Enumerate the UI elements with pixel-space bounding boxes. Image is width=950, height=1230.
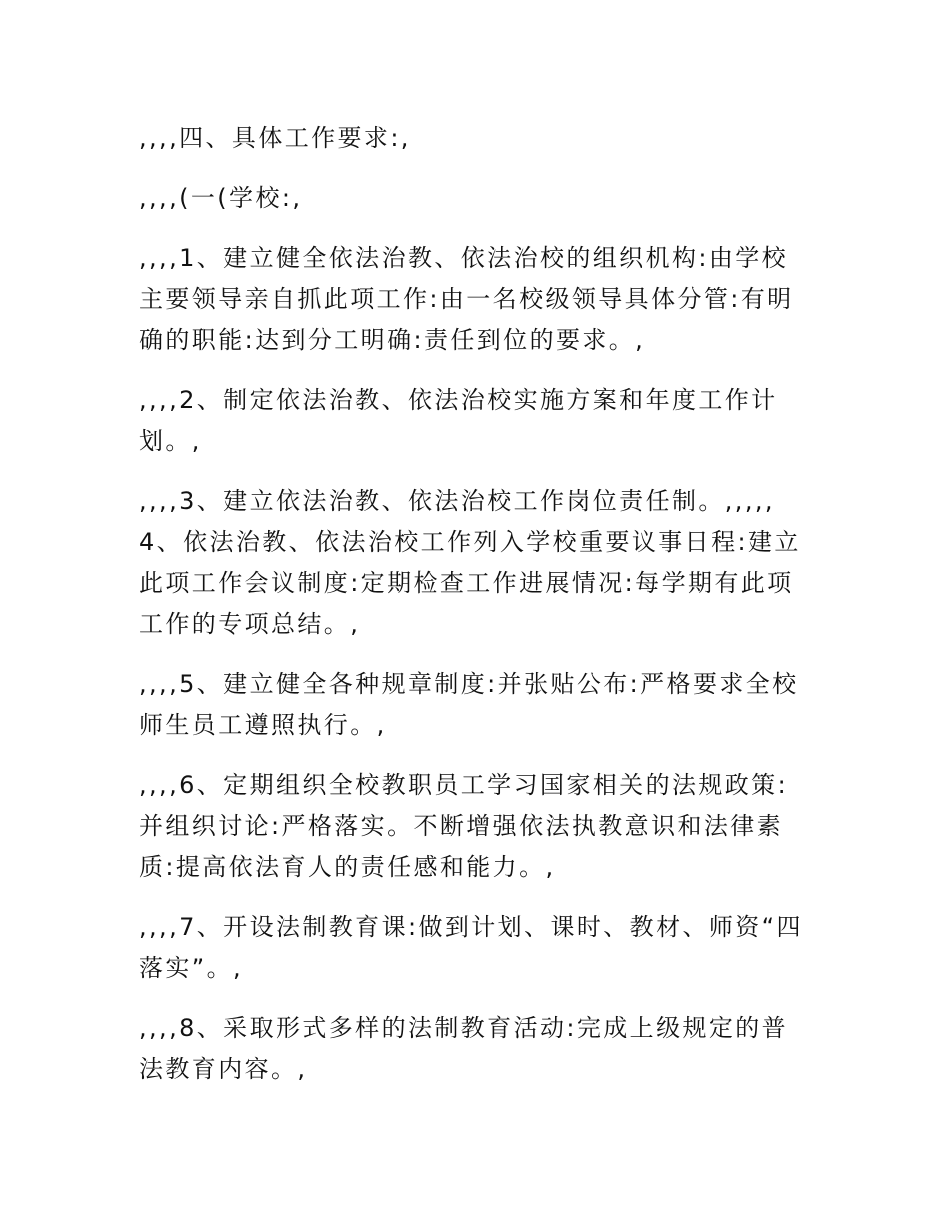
subsection-heading: ,,,,(一(学校:, <box>139 184 303 212</box>
paragraph-item-3-4: ,,,,3、建立依法治教、依法治校工作岗位责任制。,,,,,4、依法治教、依法治校工作列入学校重要议事日程:建立此项工作会议制度:定期检查工作进展情况:每学期有此项工作的专项总结。, <box>139 487 801 638</box>
paragraph-item-5: ,,,,5、建立健全各种规章制度:并张贴公布:严格要求全校师生员工遵照执行。, <box>139 670 799 739</box>
paragraph-item-8: ,,,,8、采取形式多样的法制教育活动:完成上级规定的普法教育内容。, <box>139 1014 789 1083</box>
document-body <box>139 118 814 1109</box>
section-heading: ,,,,四、具体工作要求:, <box>139 124 411 152</box>
paragraph-item-1: ,,,,1、建立健全依法治教、依法治校的组织机构:由学校主要领导亲自抓此项工作:由一名校级领导具体分管:有明确的职能:达到分工明确:责任到位的要求。, <box>139 244 794 354</box>
paragraph-item-7: ,,,,7、开设法制教育课:做到计划、课时、教材、师资“四落实”。, <box>139 913 803 982</box>
paragraph-item-2: ,,,,2、制定依法治教、依法治校实施方案和年度工作计划。, <box>139 386 778 455</box>
paragraph-item-6: ,,,,6、定期组织全校教职员工学习国家相关的法规政策:并组织讨论:严格落实。不断增强依法执教意识和法律素质:提高依法育人的责任感和能力。, <box>139 771 789 881</box>
